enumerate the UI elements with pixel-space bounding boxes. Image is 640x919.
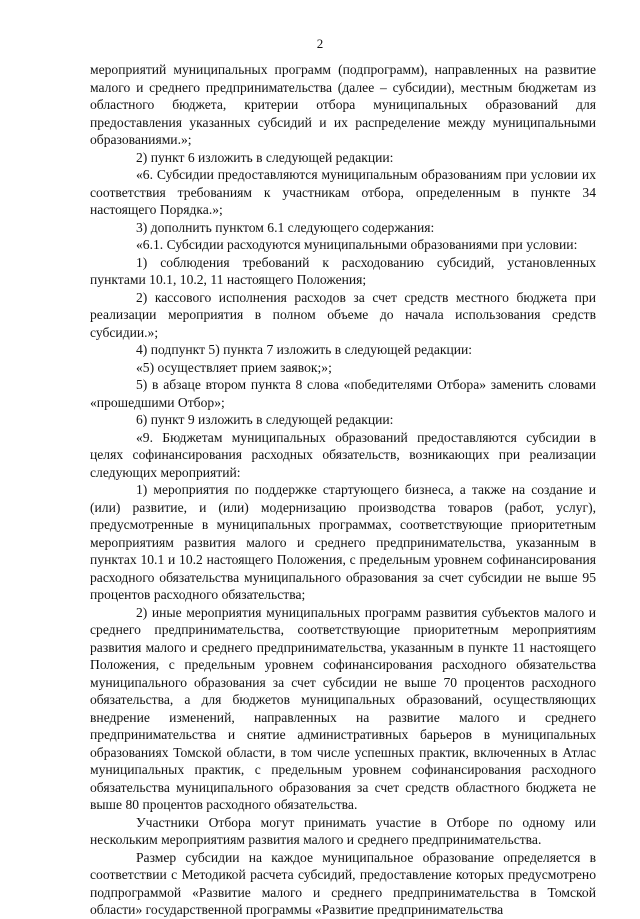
- paragraph-p5: «6.1. Субсидии расходуются муниципальными образованиями при условии:: [136, 237, 578, 252]
- paragraph-p7: 2) кассового исполнения расходов за счет средств местного бюджета при реализации мероприятия в полном объеме до начала использования средств субсидии.»;: [90, 289, 596, 340]
- paragraph-p16: Размер субсидии на каждое муниципальное образование определяется в соответствии с Методикой расчета субсидий, предоставление которых предусмотрено подпрограммой «Развитие малого и среднего предпринимательства в Томской области» государственной программы «Развитие предпринимательства: [90, 849, 596, 917]
- paragraph-p13: 1) мероприятия по поддержке стартующего бизнеса, а также на создание и (или) развитие, и (или) модернизацию производства товаров (работ, услуг), предусмотренные в муниципальных программах, соответствующие приоритетным мероприятиям развития малого и среднего предпринимательства, указанным в пунктах 10.1 и 10.2 настоящего Положения, с предельным уровнем софинансирования расходного обязательства муниципального образования за счет субсидии не выше 95 процентов расходного обязательства;: [90, 482, 596, 602]
- paragraph-p4: 3) дополнить пунктом 6.1 следующего содержания:: [136, 219, 435, 235]
- paragraph-p9: «5) осуществляет прием заявок;»;: [136, 359, 332, 375]
- paragraph-p10: 5) в абзаце втором пункта 8 слова «победителями Отбора» заменить словами «прошедшими Отбор»;: [90, 377, 596, 410]
- page-number: 2: [316, 36, 324, 51]
- document-body: [90, 61, 596, 919]
- paragraph-p3: «6. Субсидии предоставляются муниципальным образованиям при условии их соответствия требованиям к участникам отбора, определенным в пункте 34 настоящего Порядка.»;: [90, 167, 596, 217]
- paragraph-p12: «9. Бюджетам муниципальных образований предоставляются субсидии в целях софинансирования расходных обязательств, возникающих при реализации следующих мероприятий:: [90, 429, 596, 480]
- paragraph-p11: 6) пункт 9 изложить в следующей редакции:: [136, 412, 394, 427]
- paragraph-p15: Участники Отбора могут принимать участие в Отборе по одному или нескольким мероприятиям развития малого и среднего предпринимательства.: [90, 814, 596, 847]
- paragraph-p1: мероприятий муниципальных программ (подпрограмм), направленных на развитие малого и среднего предпринимательства (далее – субсидии), местным бюджетам из областного бюджета, критерии отбора муниципальных образований для предоставления указанных субсидий и их распределение между муниципальными образованиями.»;: [90, 62, 596, 147]
- paragraph-p8: 4) подпункт 5) пункта 7 изложить в следующей редакции:: [136, 342, 473, 357]
- paragraph-p2: 2) пункт 6 изложить в следующей редакции:: [136, 149, 394, 165]
- paragraph-p6: 1) соблюдения требований к расходованию субсидий, установленных пунктами 10.1, 10.2, 11 настоящего Положения;: [90, 254, 596, 287]
- paragraph-p14: 2) иные мероприятия муниципальных программ развития субъектов малого и среднего предпринимательства, соответствующие приоритетным мероприятиям развития малого и среднего предпринимательства, указанным в пункте 11 настоящего Положения, с предельным уровнем софинансирования расходного обязательства муниципального образования за счет субсидии не выше 70 процентов расходного обязательства, а для бюджетов муниципальных образований, осуществляющих внедрение изменений, направленных на развитие малого и среднего предпринимательства и снятие административных барьеров в муниципальных образованиях Томской области, в том числе успешных практик, включенных в Атлас муниципальных практик, с предельным уровнем софинансирования расходного обязательства муниципального образования за счет средств областного бюджета не выше 80 процентов расходного обязательства.: [90, 604, 596, 812]
